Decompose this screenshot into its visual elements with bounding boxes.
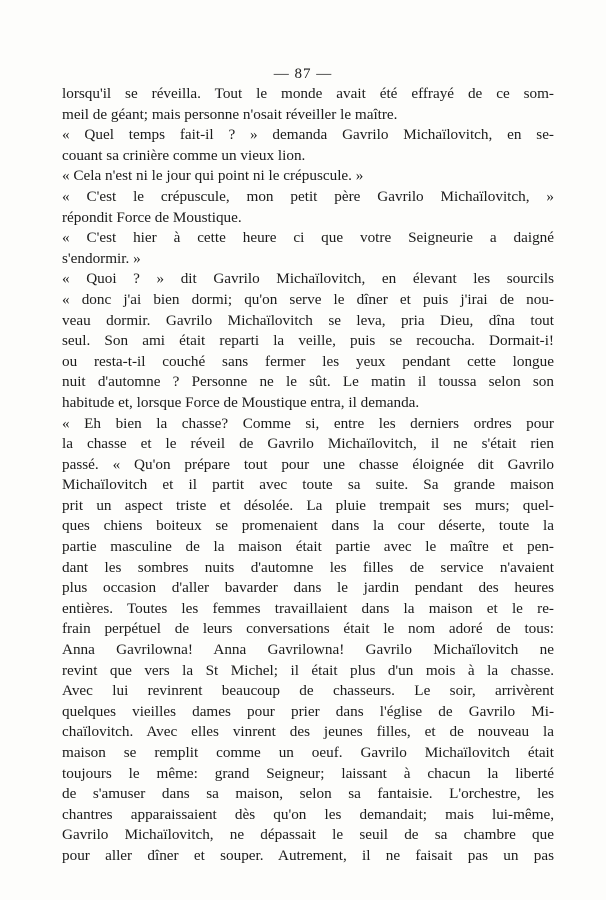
text-line: toujours le même: grand Seigneur; laissant à chacun la liberté bbox=[62, 764, 554, 782]
text-line: ques chiens boiteux se promenaient dans la cour déserte, toute la bbox=[62, 517, 554, 535]
text-line: plus occasion d'aller bavarder dans le jardin pendant des heures bbox=[62, 579, 554, 597]
text-line: habitude et, lorsque Force de Moustique entra, il demanda. bbox=[62, 393, 420, 411]
text-line: de s'amuser dans sa maison, selon sa fantaisie. L'orchestre, les bbox=[62, 785, 554, 803]
text-line: « C'est le crépuscule, mon petit père Gavrilo Michaïlovitch, » bbox=[62, 187, 554, 205]
text-line: « Quoi ? » dit Gavrilo Michaïlovitch, en élevant les sourcils bbox=[62, 270, 554, 288]
text-line: « Cela n'est ni le jour qui point ni le crépuscule. » bbox=[62, 167, 364, 185]
text-line: passé. « Qu'on prépare tout pour une chasse éloignée dit Gavrilo bbox=[62, 455, 554, 473]
text-line: la chasse et le réveil de Gavrilo Michaïlovitch, il ne s'était rien bbox=[62, 435, 554, 453]
text-line: seul. Son ami était reparti la veille, puis se recoucha. Dormait-i! bbox=[62, 332, 554, 350]
text-line: nuit d'automne ? Personne ne le sût. Le matin il toussa selon son bbox=[62, 373, 554, 391]
page-number: — 87 — bbox=[273, 66, 333, 82]
text-line: revint que vers la St Michel; il était plus d'un mois à la chasse. bbox=[62, 661, 554, 679]
text-line: dant les sombres nuits d'automne les filles de service n'avaient bbox=[62, 558, 554, 576]
text-line: Gavrilo Michaïlovitch, ne dépassait le seuil de sa chambre que bbox=[62, 826, 554, 844]
text-line: Michaïlovitch et il partit avec toute sa suite. Sa grande maison bbox=[62, 476, 554, 494]
text-line: frain perpétuel de leurs conversations était le nom adoré de tous: bbox=[62, 620, 554, 638]
text-line: couant sa crinière comme un vieux lion. bbox=[62, 146, 306, 164]
text-line: lorsqu'il se réveilla. Tout le monde avait été effrayé de ce som- bbox=[62, 85, 554, 102]
text-line: veau dormir. Gavrilo Michaïlovitch se leva, pria Dieu, dîna tout bbox=[62, 311, 554, 329]
text-line: « C'est hier à cette heure ci que votre Seigneurie a daigné bbox=[62, 229, 554, 247]
text-line: pour aller dîner et souper. Autrement, il ne faisait pas un pas bbox=[62, 846, 554, 864]
text-line: chaïlovitch. Avec elles vinrent des jeunes filles, et de nouveau la bbox=[62, 723, 554, 741]
body-text bbox=[62, 84, 554, 867]
text-line: ou resta-t-il couché sans fermer les yeux pendant cette longue bbox=[62, 352, 554, 370]
text-line: meil de géant; mais personne n'osait réveiller le maître. bbox=[62, 105, 398, 123]
text-line: « Eh bien la chasse? Comme si, entre les derniers ordres pour bbox=[62, 414, 554, 432]
text-line: Anna Gavrilowna! Anna Gavrilowna! Gavrilo Michaïlovitch ne bbox=[62, 641, 554, 659]
text-line: « Quel temps fait-il ? » demanda Gavrilo Michaïlovitch, en se- bbox=[62, 126, 554, 144]
text-line: « donc j'ai bien dormi; qu'on serve le dîner et puis j'irai de nou- bbox=[62, 290, 554, 308]
text-line: entières. Toutes les femmes travaillaient dans la maison et le re- bbox=[62, 599, 554, 617]
text-line: prit un aspect triste et désolée. La pluie trempait ses murs; quel- bbox=[62, 496, 554, 514]
text-line: répondit Force de Moustique. bbox=[62, 208, 242, 226]
text-line: partie masculine de la maison était partie avec le maître et pen- bbox=[62, 538, 554, 556]
text-line: quelques vieilles dames pour prier dans l'église de Gavrilo Mi- bbox=[62, 702, 554, 720]
text-line: s'endormir. » bbox=[62, 249, 141, 267]
text-line: chantres apparaissaient dès qu'on les demandait; mais lui-même, bbox=[62, 805, 554, 823]
text-line: maison se remplit comme un oeuf. Gavrilo Michaïlovitch était bbox=[62, 744, 554, 761]
text-line: Avec lui revinrent beaucoup de chasseurs. Le soir, arrivèrent bbox=[62, 682, 554, 700]
